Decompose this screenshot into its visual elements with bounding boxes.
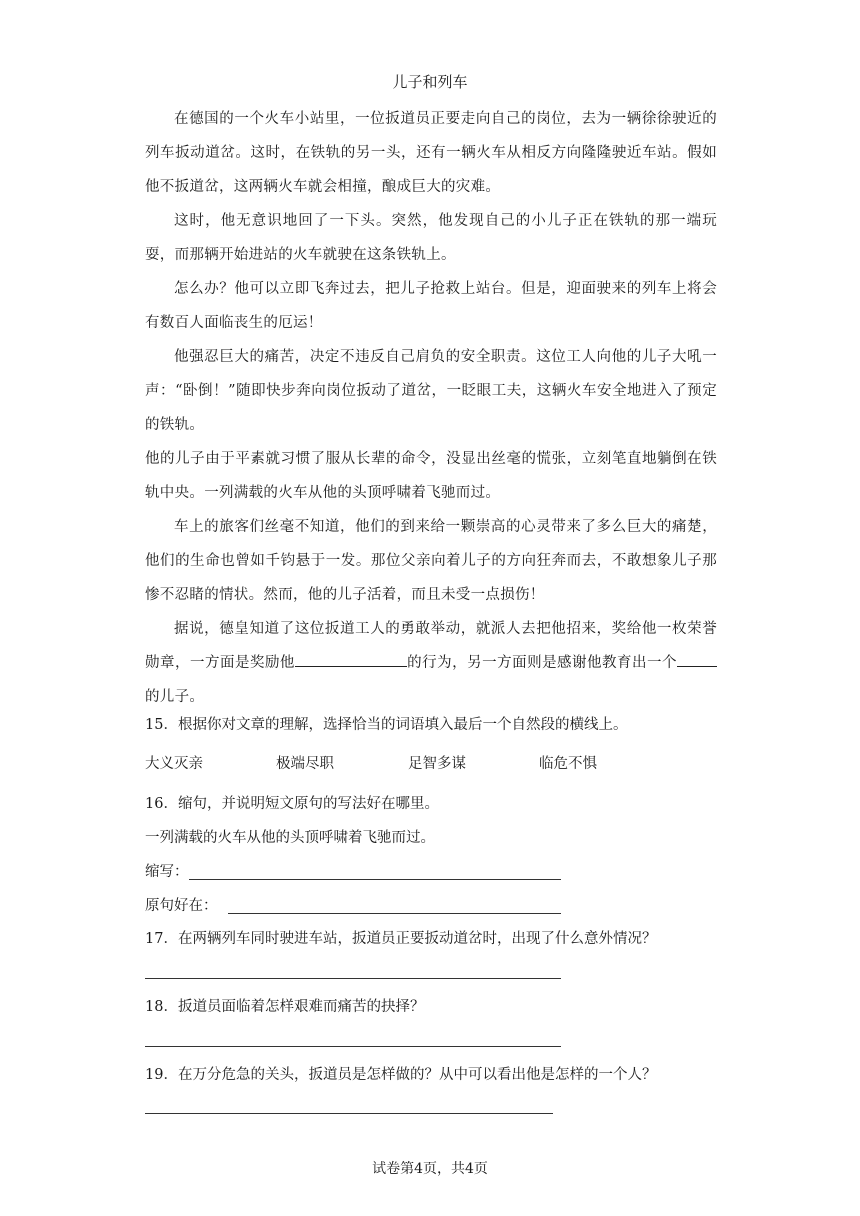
question-19: 19．在万分危急的关头，扳道员是怎样做的？从中可以看出他是怎样的一个人？ bbox=[145, 1067, 657, 1083]
paragraph-6: 车上的旅客们丝毫不知道，他们的到来给一颗崇高的心灵带来了多么巨大的痛楚，他们的生命也曾如千钧悬于一发。那位父亲向着儿子的方向狂奔而去，不敢想象儿子那惨不忍睹的情状。然而，他的儿子活着，而且未受一点损伤！ bbox=[145, 519, 717, 603]
paragraph-1: 在德国的一个火车小站里，一位扳道员正要走向自己的岗位，去为一辆徐徐驶近的列车扳动道岔。这时，在铁轨的另一头，还有一辆火车从相反方向隆隆驶近车站。假如他不扳道岔，这两辆火车就会相撞，酿成巨大的灾难。 bbox=[145, 111, 717, 195]
paragraph-7-part-2: 的行为，另一方面则是感谢他教育出一个 bbox=[406, 655, 678, 671]
page-footer: 试卷第4页，共4页 bbox=[372, 1161, 488, 1177]
paragraph-3: 怎么办？他可以立即飞奔过去，把儿子抢救上站台。但是，迎面驶来的列车上将会有数百人面临丧生的厄运！ bbox=[145, 281, 717, 331]
option-1: 大义灭亲 bbox=[145, 756, 203, 772]
shorten-label: 缩写： bbox=[145, 864, 189, 880]
good-label: 原句好在： bbox=[145, 898, 218, 914]
question-16-sentence: 一列满载的火车从他的头顶呼啸着飞驰而过。 bbox=[145, 830, 435, 846]
question-18: 18．扳道员面临着怎样艰难而痛苦的抉择？ bbox=[145, 999, 425, 1015]
question-16: 16．缩句，并说明短文原句的写法好在哪里。 bbox=[145, 796, 439, 812]
paragraph-7 bbox=[145, 612, 717, 714]
option-3: 足智多谋 bbox=[408, 756, 466, 772]
fill-blank-1[interactable] bbox=[295, 650, 407, 667]
question-15-options bbox=[145, 753, 745, 775]
answer-line-19[interactable] bbox=[145, 1113, 553, 1114]
paragraph-2: 这时，他无意识地回了一下头。突然，他发现自己的小儿子正在铁轨的那一端玩耍，而那辆开始进站的火车就驶在这条铁轨上。 bbox=[145, 213, 717, 263]
question-17: 17．在两辆列车同时驶进车站，扳道员正要扳动道岔时，出现了什么意外情况？ bbox=[145, 931, 657, 947]
answer-line-17[interactable] bbox=[145, 978, 561, 979]
question-15: 15．根据你对文章的理解，选择恰当的词语填入最后一个自然段的横线上。 bbox=[145, 717, 628, 733]
option-4: 临危不惧 bbox=[539, 756, 597, 772]
article-title: 儿子和列车 bbox=[392, 73, 468, 91]
article-body bbox=[145, 102, 717, 714]
answer-line-18[interactable] bbox=[145, 1046, 561, 1047]
paragraph-7-part-1: 据说，德皇知道了这位扳道工人的勇敢举动，就派人去把他招来，奖给他一枚荣誉勋章，一方面是奖励他 bbox=[145, 621, 717, 671]
answer-line-good[interactable] bbox=[228, 913, 561, 914]
answer-line-shorten[interactable] bbox=[189, 879, 561, 880]
option-2: 极端尽职 bbox=[276, 756, 334, 772]
paragraph-4: 他强忍巨大的痛苦，决定不违反自己肩负的安全职责。这位工人向他的儿子大吼一声：“卧倒！”随即快步奔向岗位扳动了道岔，一眨眼工夫，这辆火车安全地进入了预定的铁轨。 bbox=[145, 349, 717, 433]
fill-blank-2[interactable] bbox=[677, 650, 717, 667]
paragraph-7-part-3: 的儿子。 bbox=[145, 689, 205, 705]
paragraph-5: 他的儿子由于平素就习惯了服从长辈的命令，没显出丝毫的慌张，立刻笔直地躺倒在铁轨中央。一列满载的火车从他的头顶呼啸着飞驰而过。 bbox=[145, 451, 717, 501]
